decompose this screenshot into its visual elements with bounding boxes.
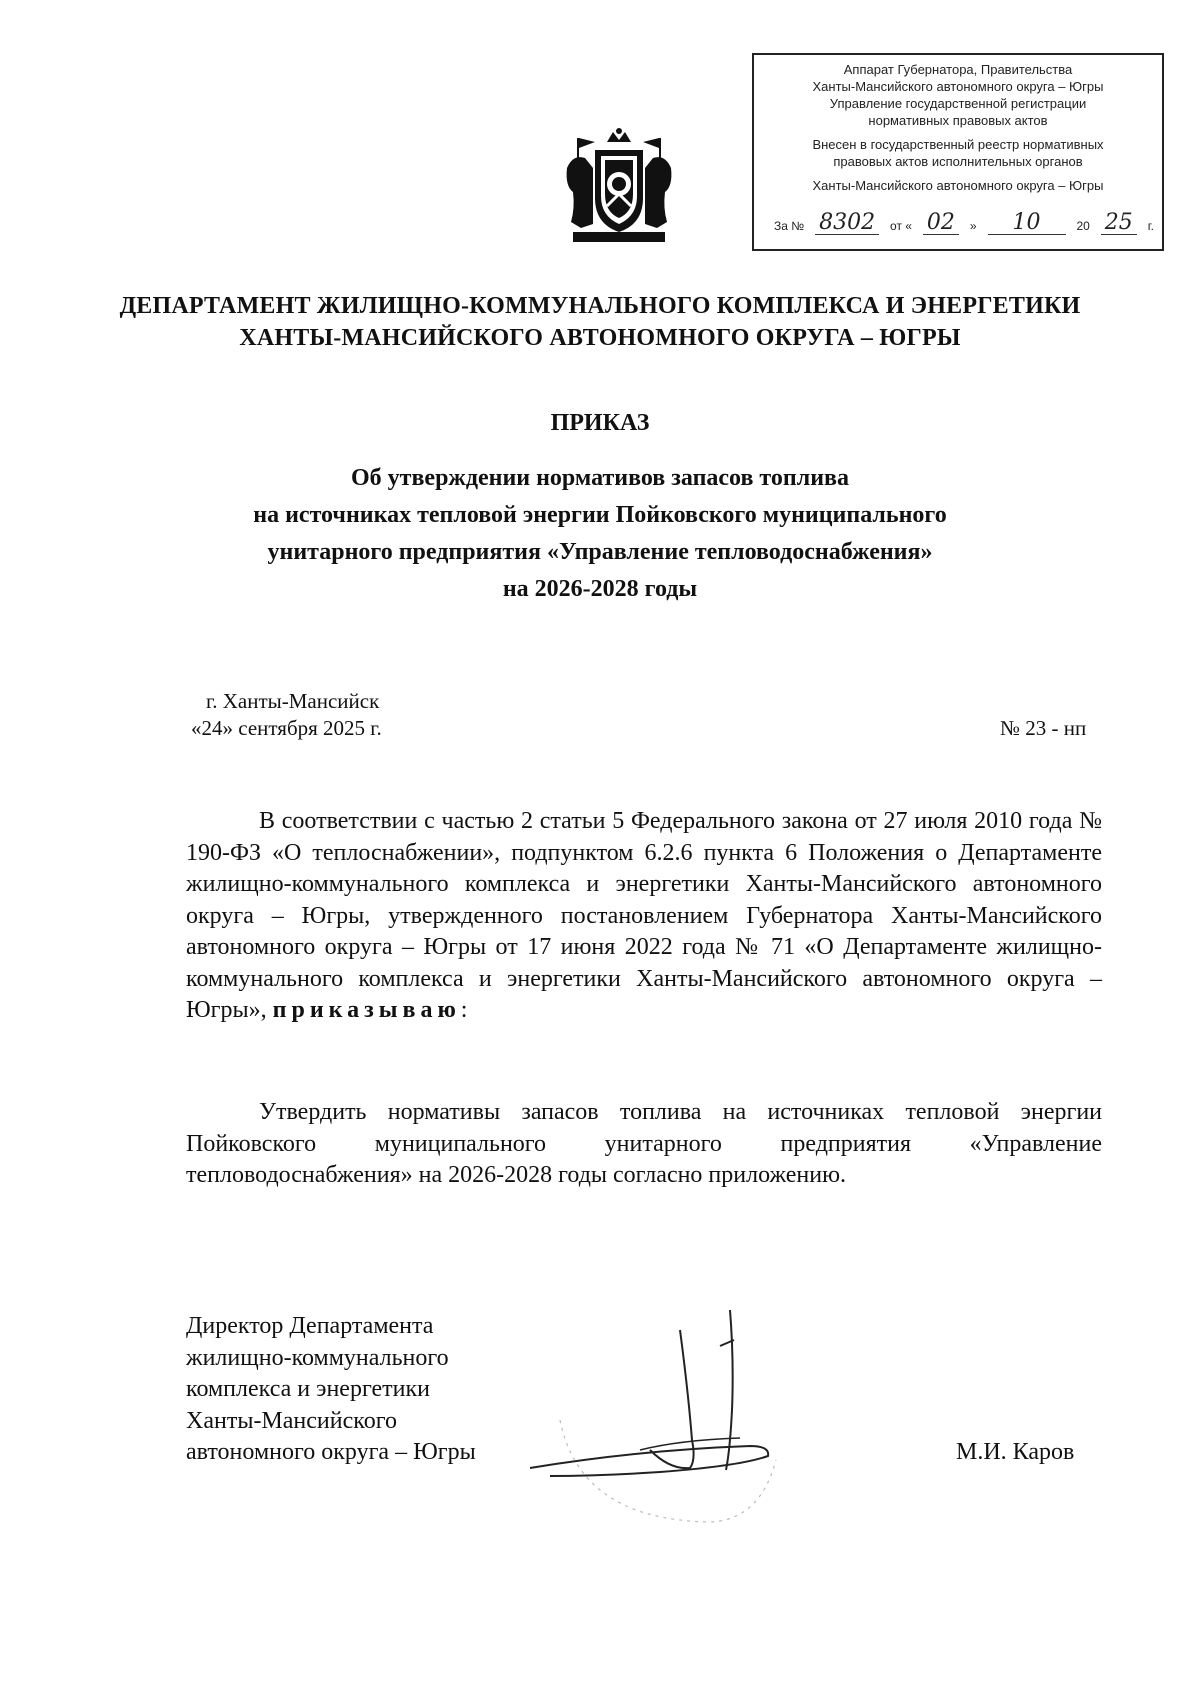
- signatory-position-line: Директор Департамента: [186, 1313, 434, 1339]
- stamp-line: правовых актов исполнительных органов: [833, 154, 1083, 169]
- stamp-line: нормативных правовых актов: [868, 113, 1048, 128]
- order-date: «24» сентября 2025 г.: [191, 716, 382, 740]
- order-place: г. Ханты-Мансийск: [206, 689, 380, 713]
- order-heading: ПРИКАЗ: [550, 410, 650, 436]
- stamp-reg-month: 10: [988, 212, 1066, 235]
- stamp-line: Ханты-Мансийского автономного округа – Югры: [812, 79, 1104, 94]
- stamp-reg-from: от «: [890, 219, 912, 233]
- stamp-reg-year-suffix: г.: [1147, 219, 1154, 233]
- department-heading: [0, 290, 1200, 354]
- stamp-reg-prefix: За №: [774, 219, 805, 233]
- signatory-position-line: автономного округа – Югры: [186, 1439, 476, 1465]
- signatory-position: [186, 1311, 476, 1469]
- order-title: [0, 460, 1200, 608]
- stamp-reg-day: 02: [923, 212, 959, 235]
- basis-end: :: [460, 997, 468, 1023]
- order-title-line: на 2026-2028 годы: [502, 576, 698, 602]
- body-paragraph-basis: [186, 806, 1102, 1027]
- signatory-position-line: комплекса и энергетики: [186, 1376, 430, 1402]
- department-line: ХАНТЫ-МАНСИЙСКОГО АВТОНОМНОГО ОКРУГА – ЮГРЫ: [239, 325, 961, 351]
- signatory-position-line: Ханты-Мансийского: [186, 1407, 397, 1434]
- basis-text: В соответствии с частью 2 статьи 5 Федерального закона от 27 июля 2010 года № 190-ФЗ «О теплоснабжении», подпунктом 6.2.6 пункта 6 Положения о Департаменте жилищно-коммунального комплекса и энергетики Ханты-Мансийского автономного округа – Югры, утвержденного постановлением Губернатора Ханты-Мансийского автономного округа – Югры от 17 июня 2022 года № 71 «О Департаменте жилищно-коммунального комплекса и энергетики Ханты-Мансийского автономного округа – Югры»,: [186, 808, 1102, 1023]
- stamp-registry-note: [754, 136, 1162, 170]
- stamp-authority: [754, 61, 1162, 129]
- stamp-registration-line: [774, 212, 1154, 235]
- stamp-region: Ханты-Мансийского автономного округа – Югры: [812, 178, 1104, 193]
- stamp-reg-number: 8302: [815, 212, 879, 235]
- body-paragraph-decision: Утвердить нормативы запасов топлива на источниках тепловой энергии Пойковского муниципального унитарного предприятия «Управление тепловодоснабжения» на 2026-2028 годы согласно приложению.: [186, 1099, 1102, 1188]
- stamp-reg-year: 25: [1101, 212, 1137, 235]
- order-number: № 23 - нп: [1000, 716, 1087, 740]
- stamp-line: Внесен в государственный реестр нормативных: [812, 137, 1104, 152]
- order-title-line: Об утверждении нормативов запасов топлива: [351, 465, 849, 491]
- stamp-reg-year-prefix: 20: [1076, 219, 1090, 233]
- registration-stamp: [752, 53, 1164, 251]
- signatory-position-line: жилищно-коммунального: [186, 1344, 449, 1371]
- stamp-line: Аппарат Губернатора, Правительства: [843, 62, 1073, 77]
- order-title-line: на источниках тепловой энергии Пойковского муниципального: [253, 502, 947, 528]
- order-title-line: унитарного предприятия «Управление тепловодоснабжения»: [267, 539, 933, 565]
- signatory-name: М.И. Каров: [956, 1439, 1075, 1465]
- department-line: ДЕПАРТАМЕНТ ЖИЛИЩНО-КОММУНАЛЬНОГО КОМПЛЕКСА И ЭНЕРГЕТИКИ: [119, 293, 1081, 319]
- stamp-line: Управление государственной регистрации: [829, 96, 1087, 111]
- coat-of-arms-icon: [563, 128, 675, 248]
- stamp-reg-day-close: »: [969, 219, 977, 233]
- order-word: приказываю: [272, 997, 461, 1023]
- handwritten-signature-icon: [520, 1300, 780, 1540]
